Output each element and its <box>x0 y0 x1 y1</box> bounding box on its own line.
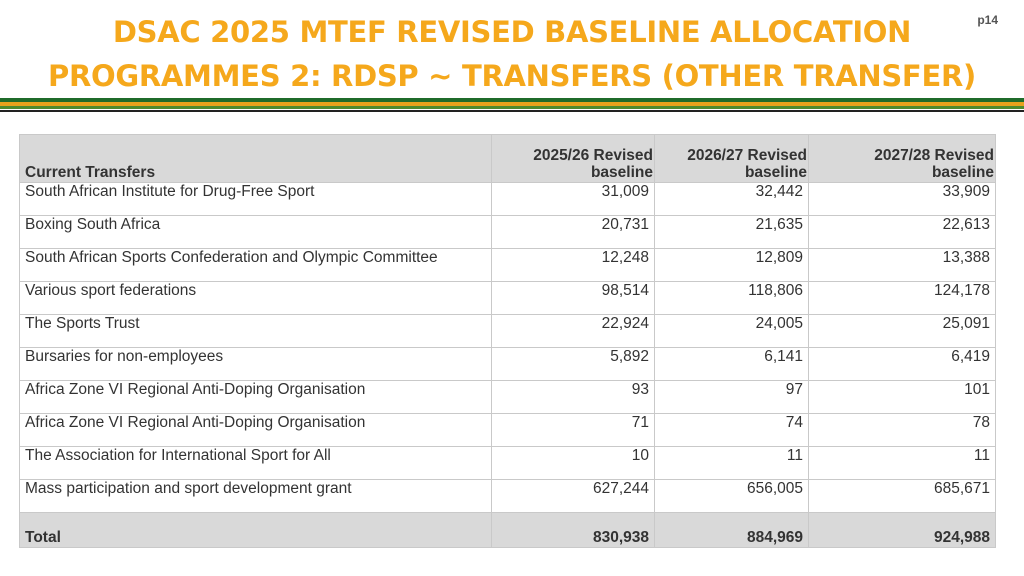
total-2025-26: 830,938 <box>492 513 655 548</box>
header-2027-28: 2027/28 Revised baseline <box>809 135 996 183</box>
row-label: Various sport federations <box>20 282 492 315</box>
row-value-2025-26: 22,924 <box>492 315 655 348</box>
row-value-2026-27: 21,635 <box>655 216 809 249</box>
row-value-2027-28: 6,419 <box>809 348 996 381</box>
row-value-2027-28: 22,613 <box>809 216 996 249</box>
table-row <box>20 447 996 480</box>
transfers-table <box>19 134 996 548</box>
header-2026-27: 2026/27 Revised baseline <box>655 135 809 183</box>
slide-title <box>0 10 1024 98</box>
header-2025-26: 2025/26 Revised baseline <box>492 135 655 183</box>
table-row <box>20 216 996 249</box>
row-value-2026-27: 11 <box>655 447 809 480</box>
row-value-2027-28: 78 <box>809 414 996 447</box>
row-value-2027-28: 25,091 <box>809 315 996 348</box>
title-line-2: PROGRAMMES 2: RDSP ~ TRANSFERS (OTHER TRANSFER) <box>48 59 976 93</box>
row-value-2026-27: 656,005 <box>655 480 809 513</box>
row-value-2025-26: 71 <box>492 414 655 447</box>
header-current-transfers: Current Transfers <box>20 135 492 183</box>
row-label: Africa Zone VI Regional Anti-Doping Organisation <box>20 381 492 414</box>
row-value-2025-26: 31,009 <box>492 183 655 216</box>
page-number: p14 <box>977 13 998 27</box>
table-row <box>20 183 996 216</box>
total-label: Total <box>20 513 492 548</box>
row-value-2025-26: 93 <box>492 381 655 414</box>
table-row <box>20 315 996 348</box>
row-value-2027-28: 33,909 <box>809 183 996 216</box>
row-value-2025-26: 10 <box>492 447 655 480</box>
title-line-1: DSAC 2025 MTEF REVISED BASELINE ALLOCATION <box>112 15 912 49</box>
table-row <box>20 249 996 282</box>
row-label: The Association for International Sport for All <box>20 447 492 480</box>
row-value-2026-27: 118,806 <box>655 282 809 315</box>
table-row <box>20 381 996 414</box>
header-divider-stripes <box>0 98 1024 112</box>
row-value-2027-28: 11 <box>809 447 996 480</box>
row-value-2026-27: 97 <box>655 381 809 414</box>
row-value-2027-28: 124,178 <box>809 282 996 315</box>
row-value-2026-27: 24,005 <box>655 315 809 348</box>
row-value-2027-28: 685,671 <box>809 480 996 513</box>
row-label: Africa Zone VI Regional Anti-Doping Organisation <box>20 414 492 447</box>
row-value-2025-26: 98,514 <box>492 282 655 315</box>
table-row <box>20 282 996 315</box>
table-header-row <box>20 135 996 183</box>
row-value-2025-26: 20,731 <box>492 216 655 249</box>
table-row <box>20 348 996 381</box>
row-value-2026-27: 12,809 <box>655 249 809 282</box>
table-row <box>20 480 996 513</box>
row-value-2027-28: 13,388 <box>809 249 996 282</box>
row-label: South African Sports Confederation and Olympic Committee <box>20 249 492 282</box>
row-value-2025-26: 5,892 <box>492 348 655 381</box>
row-value-2026-27: 6,141 <box>655 348 809 381</box>
row-value-2026-27: 32,442 <box>655 183 809 216</box>
row-label: South African Institute for Drug-Free Sport <box>20 183 492 216</box>
row-label: Boxing South Africa <box>20 216 492 249</box>
row-label: Mass participation and sport development grant <box>20 480 492 513</box>
row-value-2027-28: 101 <box>809 381 996 414</box>
row-label: Bursaries for non-employees <box>20 348 492 381</box>
total-2027-28: 924,988 <box>809 513 996 548</box>
row-value-2025-26: 627,244 <box>492 480 655 513</box>
table-total-row <box>20 513 996 548</box>
row-value-2026-27: 74 <box>655 414 809 447</box>
total-2026-27: 884,969 <box>655 513 809 548</box>
row-value-2025-26: 12,248 <box>492 249 655 282</box>
row-label: The Sports Trust <box>20 315 492 348</box>
table-row <box>20 414 996 447</box>
stripe-black <box>0 110 1024 112</box>
